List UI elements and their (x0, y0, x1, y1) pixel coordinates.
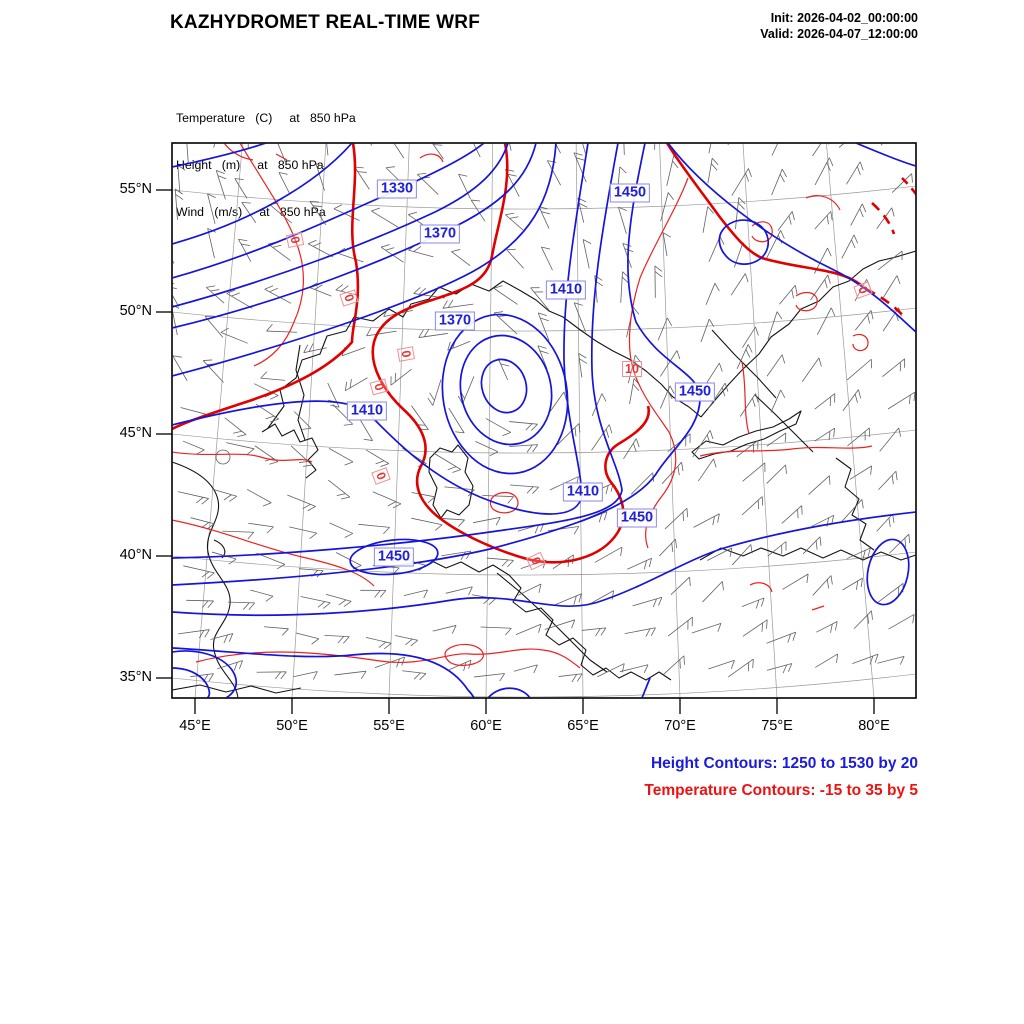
lon-axis-label: 75°E (761, 718, 793, 734)
height-contour-label: 1410 (347, 402, 387, 421)
wind-barb (518, 584, 541, 595)
wind-barb (743, 463, 765, 481)
wind-barb (892, 174, 912, 193)
wind-barb (257, 672, 287, 679)
wind-barb (514, 665, 538, 673)
wind-barb (226, 443, 254, 455)
temp-contour (752, 222, 772, 242)
wind-barb (289, 527, 317, 539)
wind-barb (381, 245, 403, 263)
wind-barb (582, 628, 606, 636)
wind-barb (173, 356, 187, 381)
coastline-layer (172, 251, 916, 698)
wind-barb (767, 355, 785, 377)
wind-barb (882, 359, 904, 377)
wind-barb (212, 489, 236, 501)
wind-barb (446, 587, 473, 595)
wind-barb (498, 359, 509, 380)
wind-barb (851, 204, 866, 226)
wind-barb (888, 392, 915, 409)
wind-barb (847, 359, 871, 380)
wind-barb (671, 577, 690, 595)
wind-barb (355, 167, 370, 189)
wind-barb (702, 581, 723, 602)
wind-barb (843, 578, 863, 590)
temperature-contour-label: 0 (339, 289, 358, 306)
wind-barb (850, 466, 872, 480)
meridian-line (826, 143, 874, 698)
wind-barb (337, 248, 363, 262)
wind-barb (309, 283, 331, 296)
temp-contour (853, 334, 868, 350)
wind-barb (366, 637, 391, 648)
wind-barb (444, 487, 474, 496)
wind-barb (371, 208, 398, 227)
wind-barb (428, 380, 441, 406)
wind-barb (335, 671, 367, 679)
wind-barb (692, 623, 721, 633)
wind-barb (227, 290, 253, 308)
wind-barb (839, 132, 858, 148)
wind-barb (404, 590, 428, 598)
wind-barb (767, 230, 785, 258)
wind-barb (846, 162, 863, 185)
wind-barb (732, 544, 752, 564)
wind-barb (767, 465, 787, 484)
lon-axis-label: 65°E (567, 718, 599, 734)
wind-barb (474, 674, 504, 682)
wind-barb (732, 168, 752, 195)
temperature-contour-label: 0 (370, 379, 389, 396)
wind-barb (360, 116, 371, 145)
wind-barb (655, 266, 662, 298)
wind-barb (768, 312, 782, 340)
wind-barb (809, 476, 830, 495)
wind-barb (778, 211, 794, 230)
lon-axis-label: 55°E (373, 718, 405, 734)
wind-barb (708, 158, 718, 183)
wind-barb (815, 158, 833, 185)
height-contour-1470 (668, 143, 916, 332)
wind-barb (183, 441, 204, 454)
wind-barb (475, 441, 498, 455)
temp-contour (172, 452, 312, 462)
wind-barb (658, 318, 672, 340)
height-contour-label: 1370 (435, 312, 475, 331)
wind-barb (737, 440, 758, 456)
wind-barb (402, 671, 426, 680)
wind-barb (878, 471, 897, 490)
height-contour-label: 1450 (374, 548, 414, 567)
wind-barb (186, 600, 213, 607)
wind-barb (509, 445, 538, 453)
lon-axis-label: 45°E (179, 718, 211, 734)
wind-barb (516, 624, 541, 634)
wind-barb (668, 617, 692, 636)
temperature-contour-note: Temperature Contours: -15 to 35 by 5 (644, 782, 918, 799)
wind-barb (631, 473, 653, 494)
wind-barb (740, 394, 758, 417)
height-contour-label: 1410 (546, 281, 586, 300)
wind-barb (767, 664, 792, 674)
wind-barb (854, 611, 872, 629)
wind-barb (264, 627, 288, 636)
wind-barb (655, 125, 662, 150)
wind-barb (728, 659, 753, 677)
wind-barb (175, 189, 183, 220)
wind-barb (296, 633, 319, 644)
height-contour-note: Height Contours: 1250 to 1530 by 20 (650, 755, 918, 772)
wind-barb (842, 235, 858, 259)
height-contour-label: 1450 (617, 509, 657, 528)
wind-barb (709, 123, 721, 153)
wind-barb (225, 418, 246, 437)
wind-barb (328, 383, 339, 407)
wind-barb (557, 424, 580, 445)
temp-zero-contour-west (172, 143, 358, 429)
wind-barb (815, 654, 837, 667)
temp-contour (742, 362, 749, 434)
temperature-contour-label: 0 (853, 281, 872, 299)
lat-axis-label: 35°N (119, 669, 152, 685)
temperature-contour-label: 0 (371, 467, 390, 485)
wind-barb (633, 597, 662, 607)
wind-barb (505, 213, 523, 230)
wind-barb (620, 665, 648, 673)
wind-barb (178, 492, 209, 505)
wind-barb (877, 656, 904, 664)
wind-barb (539, 207, 550, 229)
wind-barb (550, 392, 566, 412)
wind-barb (802, 358, 821, 382)
height-contour (856, 143, 916, 166)
wind-barb (324, 635, 349, 643)
wind-barb (627, 558, 651, 569)
wind-barb (665, 508, 688, 529)
wind-barb (553, 594, 581, 606)
wind-barb (366, 450, 389, 467)
lat-axis-label: 55°N (119, 181, 152, 197)
wind-barb (579, 353, 587, 377)
temp-contour (806, 196, 840, 210)
wind-barb (771, 390, 785, 412)
lat-axis-label: 45°N (119, 425, 152, 441)
wind-barb (815, 394, 835, 409)
wind-barb (217, 660, 242, 670)
calm-wind-circle (216, 450, 230, 464)
wind-barb (880, 428, 901, 452)
wind-barb (328, 480, 350, 499)
wind-barb (395, 636, 418, 646)
wind-barb (703, 207, 714, 233)
wind-barb (291, 446, 312, 467)
meridian-line (389, 143, 409, 698)
height-contour-label: 1410 (563, 483, 603, 502)
wind-barb (816, 622, 837, 633)
wind-barb (803, 537, 821, 554)
wind-barb (238, 239, 250, 261)
wind-barb (625, 628, 656, 637)
wind-barb (228, 602, 255, 610)
wind-barb (559, 674, 583, 682)
wind-barb (883, 276, 899, 298)
wind-barb (325, 129, 333, 156)
wind-barb (329, 448, 353, 465)
wind-barb (545, 620, 575, 630)
wind-barb (270, 203, 292, 223)
northeast-border (701, 251, 916, 417)
wind-barb (279, 172, 290, 193)
wind-barb (706, 283, 719, 305)
legend-height: Height (m) at 850 hPa (176, 157, 324, 172)
wind-barb (248, 523, 273, 533)
wind-barb (443, 300, 474, 308)
wind-barb (618, 207, 626, 234)
wind-barb (660, 386, 674, 409)
wind-barb (743, 620, 767, 637)
wind-barb (247, 489, 271, 506)
wind-barb (326, 594, 351, 606)
wind-barb (577, 123, 586, 153)
init-time: Init: 2026-04-02_00:00:00 (770, 11, 918, 25)
wind-barb (772, 169, 787, 195)
temp-contour (196, 649, 580, 668)
temp-zero-dashed (872, 203, 894, 234)
wind-barb (810, 275, 830, 300)
wind-barb (541, 247, 552, 270)
wind-barb (662, 462, 683, 484)
wind-barb (698, 459, 716, 481)
height-contour-label: 1370 (420, 225, 460, 244)
page-title: KAZHYDROMET REAL-TIME WRF (170, 12, 481, 33)
wind-barb (345, 378, 367, 391)
meridian-line (576, 143, 583, 698)
wind-barb (843, 390, 861, 411)
wind-barb (250, 590, 273, 601)
wind-barb (583, 240, 591, 269)
parallel-line (172, 430, 916, 453)
wind-barb (782, 506, 802, 524)
wind-barb (507, 249, 524, 268)
lon-axis-label: 70°E (664, 718, 696, 734)
wind-barb (852, 654, 878, 664)
temp-contour (700, 446, 872, 456)
wind-barb (623, 439, 639, 459)
wind-barb (767, 433, 786, 446)
wind-barb (509, 422, 537, 431)
wind-barb (301, 596, 331, 608)
wind-barb (707, 363, 723, 383)
meridian-line (660, 143, 680, 698)
wind-barb (388, 134, 404, 158)
wind-barb (433, 625, 456, 633)
wind-barb (742, 598, 764, 609)
lon-axis-label: 60°E (470, 718, 502, 734)
temp-contour (796, 292, 817, 310)
wind-barb (817, 308, 835, 335)
lon-axis-label: 80°E (858, 718, 890, 734)
legend-wind: Wind (m/s) at 850 hPa (176, 204, 326, 219)
wind-barb (208, 194, 216, 224)
temp-contour (750, 583, 772, 592)
wind-barb (878, 583, 903, 602)
temperature-contour-label: 10 (622, 361, 642, 377)
wind-barb (815, 211, 832, 229)
wind-barb (329, 523, 352, 538)
wind-barb (287, 495, 315, 511)
height-low-ring-mid (449, 326, 563, 455)
wind-barb (728, 120, 738, 145)
wind-barb (772, 127, 789, 155)
temperature-contour-label: 0 (397, 346, 415, 362)
height-low-ring-inner (475, 354, 534, 419)
lon-axis-label: 50°E (276, 718, 308, 734)
wind-barb (663, 233, 671, 256)
wind-barb (434, 453, 461, 473)
wind-barb (178, 630, 209, 638)
ne-caspian-coast (262, 424, 318, 478)
temp-contour (276, 154, 287, 160)
aral-sea (429, 445, 473, 518)
wind-barb (308, 240, 333, 257)
temperature-contour-label: 0 (526, 552, 546, 571)
temp-contour (420, 154, 443, 162)
wind-barb (767, 632, 796, 643)
southeast-border (700, 548, 916, 560)
height-contour (488, 688, 530, 698)
legend-temperature: Temperature (C) at 850 hPa (176, 111, 356, 126)
wind-barb (472, 595, 496, 605)
wind-barb (358, 524, 389, 533)
height-contour-label: 1450 (675, 383, 715, 402)
wind-barb (255, 446, 278, 464)
balkhash-diagonal (755, 395, 813, 452)
height-contour-label: 1330 (377, 180, 417, 199)
wind-barb (881, 122, 900, 145)
lat-axis-label: 40°N (119, 547, 152, 563)
south-diagonal-border (497, 573, 607, 672)
height-contour (172, 668, 209, 698)
wind-barb (293, 671, 317, 679)
wind-barb (360, 420, 372, 440)
lat-axis-label: 50°N (119, 303, 152, 319)
wind-barb (257, 553, 285, 569)
wind-barb (261, 372, 285, 381)
wind-barb (235, 178, 247, 198)
wind-barb (813, 575, 833, 595)
wind-barb (481, 627, 512, 635)
wind-barb (411, 406, 428, 430)
wind-barb (510, 485, 539, 494)
wind-barb (186, 133, 194, 163)
temperature-contour-label: 0 (286, 232, 304, 248)
wind-barb (178, 165, 185, 192)
wind-barb (889, 614, 915, 629)
east-mountain-border (836, 458, 874, 550)
wind-barb (248, 125, 255, 149)
wind-barb (731, 273, 748, 295)
parallel-line (172, 674, 916, 697)
height-contour-label: 1450 (610, 184, 650, 203)
wind-barb (473, 517, 500, 525)
wind-barb (183, 566, 214, 579)
wind-barb (451, 249, 470, 265)
wind-barb (742, 327, 758, 348)
temp-contour (812, 606, 824, 610)
wind-barb (708, 660, 734, 669)
wind-barb (694, 514, 720, 528)
valid-time: Valid: 2026-04-07_12:00:00 (760, 27, 918, 41)
wind-barb (742, 497, 763, 515)
wind-barb (574, 303, 585, 332)
wind-barb (664, 656, 685, 674)
wind-barb (494, 286, 518, 305)
wind-barb (310, 201, 326, 225)
wind-barb (316, 164, 325, 191)
wind-barb (782, 574, 808, 589)
wind-barb (221, 328, 248, 343)
wind-barb (360, 590, 386, 597)
wind-barb (779, 285, 797, 304)
wind-barb (411, 518, 442, 530)
